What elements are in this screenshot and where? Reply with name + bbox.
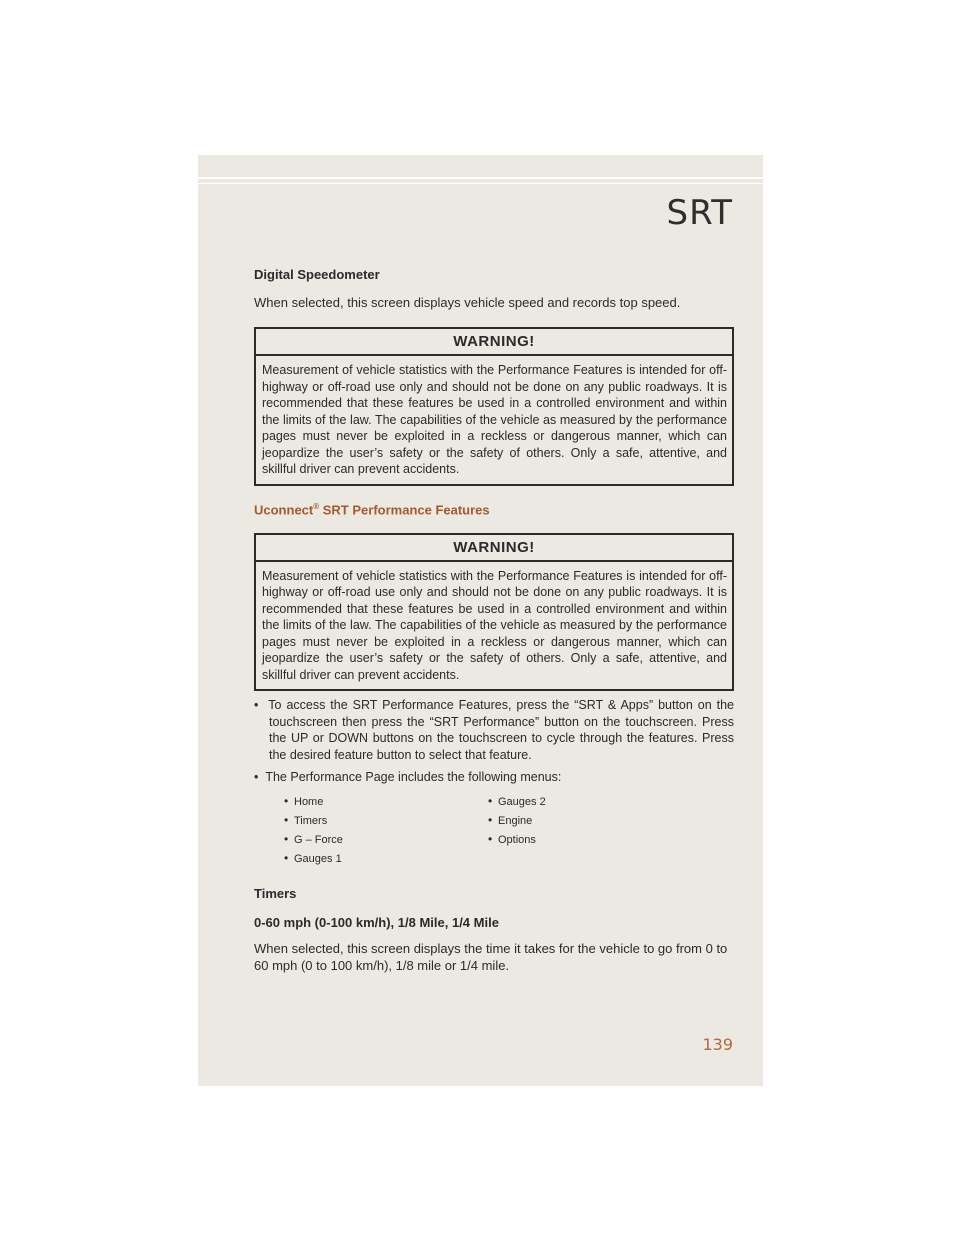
bullet-item [254,697,734,763]
bullet-text: To access the SRT Performance Features, press the “SRT & Apps” button on the touchscreen then press the “SRT Performance” button on the touchscreen. Press the UP or DOWN buttons on the touchscreen to cycle through the features. Press the desired feature button to select that feature. [268,698,734,762]
digital-speedometer-heading: Digital Speedometer [254,267,380,282]
bullet-marker: • [284,850,289,865]
bullet-marker: • [284,812,289,827]
menu-item: • Gauges 2 [488,793,546,808]
menu-item: • Options [488,831,536,846]
timers-heading: Timers [254,885,297,901]
page-number: 139 [702,1035,733,1054]
timers-subheading: 0-60 mph (0-100 km/h), 1/8 Mile, 1/4 Mile [254,914,499,930]
menu-item: • Timers [284,812,328,827]
bullet-marker: • [254,770,259,785]
warning-title: WARNING! [256,329,732,356]
menu-list [284,792,734,868]
digital-speedometer-text: When selected, this screen displays vehicle speed and records top speed. [254,295,681,310]
warning-body: Measurement of vehicle statistics with the Performance Features is intended for off-highway or off-road use only and should not be done on any public roadways. It is recommended that these features be used in a controlled environment and within the limits of the law. The capabilities of the vehicle as measured by the performance pages must never be exploited in a reckless or dangerous manner, which can jeopardize the user’s safety or the safety of others. Only a safe, attentive, and skillful driver can prevent accidents. [262,568,727,682]
bullet-marker: • [254,698,259,713]
warning-title: WARNING! [256,535,732,562]
section-title-brand: Uconnect [254,501,314,517]
bullet-marker: • [284,793,289,808]
warning-body: Measurement of vehicle statistics with the Performance Features is intended for off-highway or off-road use only and should not be done on any public roadways. It is recommended that these features be used in a controlled environment and within the limits of the law. The capabilities of the vehicle as measured by the performance pages must never be exploited in a reckless or dangerous manner, which can jeopardize the user’s safety or the safety of others. Only a safe, attentive, and skillful driver can prevent accidents. [262,363,727,476]
bullet-marker: • [488,831,493,846]
menu-item: • G – Force [284,831,343,846]
section-title [254,502,734,517]
bullet-marker: • [284,831,289,846]
section-title-rest: SRT Performance Features [319,501,490,517]
page-content [254,267,734,974]
menu-item: • Home [284,793,324,808]
warning-box [254,533,734,692]
header-rule-thin [198,183,763,184]
manual-page [198,155,763,1086]
bullet-item [254,769,734,786]
bullet-text: The Performance Page includes the following menus: [265,770,562,785]
menu-item: • Engine [488,812,533,827]
menu-column-left [284,792,488,868]
bullet-marker: • [488,793,493,808]
header-rule [198,177,763,179]
chapter-title: SRT [666,193,733,233]
warning-box [254,327,734,486]
bullet-marker: • [488,812,493,827]
menu-item: • Gauges 1 [284,850,342,865]
timers-text: When selected, this screen displays the time it takes for the vehicle to go from 0 to 60 mph (0 to 100 km/h), 1/8 mile or 1/4 mile. [254,940,728,973]
menu-column-right [488,792,692,868]
registered-mark: ® [313,501,320,511]
